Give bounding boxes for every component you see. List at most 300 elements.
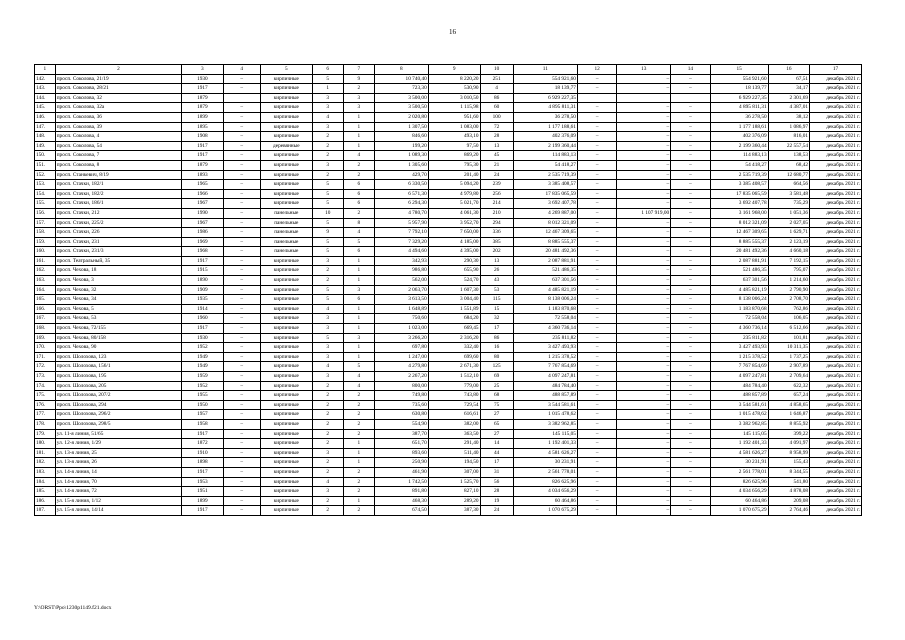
- table-cell: –: [223, 103, 260, 113]
- table-cell: 2 708,70: [768, 295, 809, 305]
- table-cell: кирпичные: [260, 487, 312, 497]
- table-cell: 4 034 656,29: [513, 487, 577, 497]
- table-cell: 869,20: [428, 151, 480, 161]
- table-cell: 145 115,05: [513, 429, 577, 439]
- table-cell: 32: [480, 314, 513, 324]
- table-cell: –: [671, 170, 710, 180]
- table-cell: кирпичные: [260, 74, 312, 84]
- table-cell: 1910: [182, 448, 223, 458]
- table-cell: декабрь 2021 г.: [810, 439, 862, 449]
- table-cell: просп. Стачки, 182/2: [55, 189, 181, 199]
- table-cell: –: [223, 506, 260, 516]
- table-cell: декабрь 2021 г.: [810, 372, 862, 382]
- table-cell: 1 070 675,29: [710, 506, 768, 516]
- table-cell: –: [671, 160, 710, 170]
- table-cell: –: [617, 324, 671, 334]
- table-cell: 2: [312, 266, 343, 276]
- table-cell: 387,30: [428, 506, 480, 516]
- table-cell: 4 895 811,31: [710, 103, 768, 113]
- table-cell: 9: [343, 74, 374, 84]
- table-cell: 8 012 321,09: [513, 218, 577, 228]
- table-cell: просп. Шолохова, 123: [55, 352, 181, 362]
- table-cell: –: [671, 132, 710, 142]
- column-number: 9: [428, 65, 480, 75]
- table-cell: –: [617, 84, 671, 94]
- table-cell: 2: [312, 429, 343, 439]
- table-cell: ул. 14-я линия, 14: [55, 467, 181, 477]
- table-cell: –: [223, 419, 260, 429]
- table-cell: [577, 93, 616, 103]
- table-cell: 2 671,30: [428, 362, 480, 372]
- table-cell: –: [577, 266, 616, 276]
- table-cell: 210: [480, 208, 513, 218]
- table-cell: 735,29: [768, 199, 809, 209]
- table-cell: 4: [343, 151, 374, 161]
- table-cell: 3 952,70: [428, 218, 480, 228]
- table-cell: –: [617, 122, 671, 132]
- table-cell: –: [671, 151, 710, 161]
- table-cell: 729,54: [428, 400, 480, 410]
- table-cell: 4 097 247,81: [710, 372, 768, 382]
- table-cell: декабрь 2021 г.: [810, 247, 862, 257]
- table-cell: 657,24: [768, 391, 809, 401]
- table-cell: 1: [343, 496, 374, 506]
- table-cell: 8: [343, 218, 374, 228]
- table-cell: 1917: [182, 256, 223, 266]
- table-cell: 54 418,27: [513, 160, 577, 170]
- table-cell: 1879: [182, 160, 223, 170]
- table-cell: 181.: [35, 448, 56, 458]
- table-cell: 4 034 656,29: [710, 487, 768, 497]
- table-cell: 3 427 493,93: [710, 343, 768, 353]
- table-cell: кирпичные: [260, 372, 312, 382]
- table-row: [35, 487, 862, 497]
- table-cell: 541,80: [768, 477, 809, 487]
- table-cell: 1 215 378,52: [710, 352, 768, 362]
- table-cell: 2: [312, 506, 343, 516]
- table-cell: кирпичные: [260, 285, 312, 295]
- table-cell: 1: [312, 84, 343, 94]
- table-cell: 3 382 962,85: [513, 419, 577, 429]
- table-cell: 4 360 736,14: [513, 324, 577, 334]
- table-cell: 2: [312, 132, 343, 142]
- table-cell: 1 607,30: [428, 285, 480, 295]
- table-cell: –: [223, 333, 260, 343]
- table-cell: –: [617, 228, 671, 238]
- table-cell: –: [223, 266, 260, 276]
- table-cell: декабрь 2021 г.: [810, 276, 862, 286]
- table-cell: –: [223, 218, 260, 228]
- table-cell: 290,30: [428, 256, 480, 266]
- table-cell: 7 792,10: [374, 228, 428, 238]
- table-cell: 484 784,40: [513, 381, 577, 391]
- table-cell: декабрь 2021 г.: [810, 381, 862, 391]
- table-cell: 16: [480, 343, 513, 353]
- table-cell: 5: [312, 333, 343, 343]
- table-cell: 72 558,04: [710, 314, 768, 324]
- table-cell: 2: [343, 429, 374, 439]
- table-cell: ул. 12-я линия, 1/29: [55, 439, 181, 449]
- table-cell: кирпичные: [260, 160, 312, 170]
- table-cell: 170.: [35, 343, 56, 353]
- table-cell: –: [617, 477, 671, 487]
- table-cell: 3 266,20: [374, 333, 428, 343]
- table-cell: 332,40: [428, 343, 480, 353]
- table-cell: 524,70: [428, 276, 480, 286]
- table-cell: 1 629,71: [768, 228, 809, 238]
- table-cell: 6: [343, 199, 374, 209]
- table-cell: 17 835 065,59: [710, 189, 768, 199]
- table-cell: 4 858,65: [768, 400, 809, 410]
- table-cell: –: [223, 410, 260, 420]
- table-cell: 402 376,09: [513, 132, 577, 142]
- table-cell: просп. Чехова, 34: [55, 295, 181, 305]
- table-row: [35, 247, 862, 257]
- table-row: [35, 285, 862, 295]
- table-cell: –: [617, 410, 671, 420]
- table-cell: ул. 15-я линия, 1/12: [55, 496, 181, 506]
- table-cell: 6 571,30: [374, 189, 428, 199]
- table-cell: 5: [312, 199, 343, 209]
- table-cell: –: [577, 496, 616, 506]
- table-cell: –: [617, 343, 671, 353]
- table-cell: 749,80: [374, 391, 428, 401]
- table-cell: 9: [312, 228, 343, 238]
- table-cell: –: [223, 458, 260, 468]
- table-cell: кирпичные: [260, 151, 312, 161]
- table-cell: 669,45: [428, 324, 480, 334]
- table-cell: 3: [312, 122, 343, 132]
- table-cell: –: [671, 276, 710, 286]
- table-cell: 891,80: [374, 487, 428, 497]
- table-cell: 493,10: [428, 132, 480, 142]
- table-cell: 144.: [35, 93, 56, 103]
- table-cell: 4 091,97: [768, 439, 809, 449]
- table-cell: –: [671, 391, 710, 401]
- table-cell: 1 192 401,33: [710, 439, 768, 449]
- table-cell: –: [577, 314, 616, 324]
- table-cell: 1: [343, 266, 374, 276]
- table-cell: 60: [480, 103, 513, 113]
- table-cell: 10: [312, 208, 343, 218]
- table-cell: 1917: [182, 84, 223, 94]
- table-cell: –: [671, 439, 710, 449]
- table-cell: просп. Соколова, 4: [55, 132, 181, 142]
- table-cell: –: [223, 487, 260, 497]
- table-row: [35, 391, 862, 401]
- table-cell: кирпичные: [260, 112, 312, 122]
- table-cell: –: [671, 410, 710, 420]
- table-cell: декабрь 2021 г.: [810, 429, 862, 439]
- table-cell: 6 929 227,35: [513, 93, 577, 103]
- table-cell: 3 581,48: [768, 189, 809, 199]
- table-cell: 1968: [182, 247, 223, 257]
- table-cell: кирпичные: [260, 304, 312, 314]
- table-cell: –: [671, 256, 710, 266]
- table-cell: –: [223, 324, 260, 334]
- table-cell: 20 481 492,36: [513, 247, 577, 257]
- table-cell: кирпичные: [260, 391, 312, 401]
- table-cell: 106,05: [768, 314, 809, 324]
- table-cell: 637 301,56: [513, 276, 577, 286]
- table-cell: 1 183 870,68: [710, 304, 768, 314]
- table-cell: 2: [343, 170, 374, 180]
- table-cell: 2 199 360,44: [513, 141, 577, 151]
- table-row: [35, 333, 862, 343]
- table-cell: 2 027,05: [768, 218, 809, 228]
- table-cell: 251: [480, 74, 513, 84]
- table-cell: –: [671, 448, 710, 458]
- table-cell: кирпичные: [260, 496, 312, 506]
- table-cell: –: [671, 141, 710, 151]
- table-cell: декабрь 2021 г.: [810, 122, 862, 132]
- table-cell: 1 107 919,00: [617, 208, 671, 218]
- table-cell: –: [617, 266, 671, 276]
- table-cell: кирпичные: [260, 295, 312, 305]
- table-cell: –: [617, 132, 671, 142]
- table-cell: 2 907,89: [768, 362, 809, 372]
- table-cell: декабрь 2021 г.: [810, 151, 862, 161]
- table-cell: 3 544 581,61: [513, 400, 577, 410]
- table-cell: –: [577, 372, 616, 382]
- table-cell: –: [577, 410, 616, 420]
- table-cell: 15: [480, 304, 513, 314]
- table-cell: 146.: [35, 112, 56, 122]
- table-cell: 336: [480, 228, 513, 238]
- table-cell: кирпичные: [260, 439, 312, 449]
- table-row: [35, 458, 862, 468]
- table-cell: просп. Соколова, 28/21: [55, 84, 181, 94]
- table-cell: –: [223, 400, 260, 410]
- table-cell: декабрь 2021 г.: [810, 228, 862, 238]
- column-number-row: [35, 65, 862, 75]
- table-cell: 3 010,50: [428, 93, 480, 103]
- table-cell: декабрь 2021 г.: [810, 132, 862, 142]
- table-cell: 67,51: [768, 74, 809, 84]
- table-cell: –: [671, 112, 710, 122]
- table-row: [35, 506, 862, 516]
- table-cell: –: [617, 247, 671, 257]
- table-cell: –: [617, 333, 671, 343]
- table-cell: 622,32: [768, 381, 809, 391]
- table-cell: просп. Соколова, 32: [55, 93, 181, 103]
- table-cell: –: [577, 448, 616, 458]
- table-cell: декабрь 2021 г.: [810, 410, 862, 420]
- table-cell: 3 385 408,57: [513, 180, 577, 190]
- table-cell: –: [577, 151, 616, 161]
- table-cell: –: [577, 458, 616, 468]
- table-cell: 8 885 555,37: [513, 237, 577, 247]
- table-cell: –: [671, 304, 710, 314]
- table-cell: 2 020,80: [374, 112, 428, 122]
- table-row: [35, 189, 862, 199]
- table-cell: –: [577, 74, 616, 84]
- table-cell: 4 279,80: [374, 362, 428, 372]
- table-cell: 12 467 309,65: [710, 228, 768, 238]
- table-cell: –: [223, 448, 260, 458]
- table-cell: 1 177 188,61: [710, 122, 768, 132]
- table-cell: 291,40: [428, 439, 480, 449]
- table-cell: просп. Шолохова, 207/2: [55, 391, 181, 401]
- table-cell: 31: [480, 467, 513, 477]
- table-cell: –: [577, 228, 616, 238]
- table-cell: 1 183 870,68: [513, 304, 577, 314]
- table-cell: 25: [480, 381, 513, 391]
- table-cell: декабрь 2021 г.: [810, 314, 862, 324]
- table-cell: 387,70: [374, 429, 428, 439]
- table-cell: 2 267,20: [374, 372, 428, 382]
- table-cell: 3: [312, 343, 343, 353]
- table-cell: –: [577, 276, 616, 286]
- table-row: [35, 103, 862, 113]
- table-cell: –: [671, 189, 710, 199]
- table-cell: просп. Чехова, 72/155: [55, 324, 181, 334]
- table-cell: 1 646,87: [768, 410, 809, 420]
- table-cell: –: [223, 276, 260, 286]
- table-cell: 53: [480, 285, 513, 295]
- table-cell: 150.: [35, 151, 56, 161]
- document-path: Y:\ORST\Ppo\1230p1149.f21.docx: [34, 605, 112, 611]
- table-cell: кирпичные: [260, 324, 312, 334]
- table-cell: декабрь 2021 г.: [810, 506, 862, 516]
- table-cell: –: [671, 362, 710, 372]
- table-cell: деревянные: [260, 141, 312, 151]
- table-cell: 1 551,89: [428, 304, 480, 314]
- table-cell: –: [577, 506, 616, 516]
- table-cell: просп. Стачки, 182/1: [55, 180, 181, 190]
- table-cell: 165.: [35, 295, 56, 305]
- table-cell: 1967: [182, 199, 223, 209]
- table-cell: 723,30: [374, 84, 428, 94]
- table-cell: –: [223, 151, 260, 161]
- table-cell: 1917: [182, 467, 223, 477]
- table-cell: 554 921,60: [513, 74, 577, 84]
- table-cell: 1949: [182, 352, 223, 362]
- table-cell: 1909: [182, 285, 223, 295]
- table-cell: –: [223, 132, 260, 142]
- table-cell: 250,90: [374, 458, 428, 468]
- table-cell: 826 625,96: [513, 477, 577, 487]
- table-cell: 5: [343, 362, 374, 372]
- table-row: [35, 477, 862, 487]
- table-cell: –: [577, 400, 616, 410]
- table-cell: –: [577, 343, 616, 353]
- table-cell: 2: [312, 496, 343, 506]
- table-cell: –: [577, 132, 616, 142]
- table-cell: –: [223, 496, 260, 506]
- table-cell: декабрь 2021 г.: [810, 285, 862, 295]
- table-cell: кирпичные: [260, 419, 312, 429]
- table-cell: 1 015 478,62: [710, 410, 768, 420]
- table-cell: 1952: [182, 381, 223, 391]
- table-cell: 3: [312, 314, 343, 324]
- table-cell: –: [671, 467, 710, 477]
- table-cell: просп. Стачки, 225/2: [55, 218, 181, 228]
- table-cell: просп. Соколова, 36: [55, 112, 181, 122]
- table-cell: декабрь 2021 г.: [810, 208, 862, 218]
- table-cell: 637 301,56: [710, 276, 768, 286]
- table-cell: декабрь 2021 г.: [810, 218, 862, 228]
- table-cell: 155.: [35, 199, 56, 209]
- table-cell: –: [577, 391, 616, 401]
- table-cell: 382,00: [428, 419, 480, 429]
- table-cell: 20 481 492,36: [710, 247, 768, 257]
- table-cell: 1 737,25: [768, 352, 809, 362]
- table-row: [35, 160, 862, 170]
- table-cell: 155,43: [768, 458, 809, 468]
- table-cell: 69: [480, 372, 513, 382]
- column-number: 1: [35, 65, 56, 75]
- table-cell: 17: [480, 324, 513, 334]
- table-cell: 114 883,13: [513, 151, 577, 161]
- table-cell: 1957: [182, 410, 223, 420]
- table-cell: 201,40: [428, 170, 480, 180]
- table-cell: –: [671, 266, 710, 276]
- table-cell: 60 464,86: [513, 496, 577, 506]
- table-cell: –: [617, 400, 671, 410]
- table-cell: 8 012 321,09: [710, 218, 768, 228]
- table-cell: –: [671, 458, 710, 468]
- table-cell: 2: [312, 400, 343, 410]
- table-cell: 1 214,60: [768, 276, 809, 286]
- table-cell: 101,81: [768, 333, 809, 343]
- table-cell: 160.: [35, 247, 56, 257]
- table-cell: –: [617, 362, 671, 372]
- table-cell: 2: [312, 391, 343, 401]
- table-cell: 289,20: [428, 496, 480, 506]
- table-cell: –: [577, 103, 616, 113]
- table-cell: 2: [312, 410, 343, 420]
- table-cell: кирпичные: [260, 467, 312, 477]
- table-cell: 4 780,70: [374, 208, 428, 218]
- table-cell: 17 835 065,59: [513, 189, 577, 199]
- table-cell: 3: [312, 160, 343, 170]
- table-cell: 2: [343, 400, 374, 410]
- table-cell: просп. Стачки, 186/1: [55, 199, 181, 209]
- table-cell: 1 742,50: [374, 477, 428, 487]
- table-cell: 4 581 626,27: [513, 448, 577, 458]
- table-cell: 429,70: [374, 170, 428, 180]
- table-cell: 3: [312, 103, 343, 113]
- table-cell: кирпичные: [260, 170, 312, 180]
- table-row: [35, 112, 862, 122]
- table-cell: 2: [312, 381, 343, 391]
- table-cell: –: [577, 170, 616, 180]
- table-cell: –: [223, 122, 260, 132]
- table-cell: –: [577, 429, 616, 439]
- table-cell: 3 692 407,78: [710, 199, 768, 209]
- table-cell: 159.: [35, 237, 56, 247]
- table-cell: 7 329,20: [374, 237, 428, 247]
- table-cell: просп. Чехова, 3: [55, 276, 181, 286]
- table-cell: декабрь 2021 г.: [810, 266, 862, 276]
- table-cell: –: [617, 391, 671, 401]
- table-cell: 1908: [182, 132, 223, 142]
- table-cell: 1879: [182, 103, 223, 113]
- table-cell: 28: [480, 487, 513, 497]
- table-cell: 65: [480, 419, 513, 429]
- table-cell: 735,60: [374, 400, 428, 410]
- table-cell: –: [223, 381, 260, 391]
- table-cell: 169.: [35, 333, 56, 343]
- table-cell: –: [223, 237, 260, 247]
- table-cell: –: [671, 419, 710, 429]
- column-number: 10: [480, 65, 513, 75]
- table-cell: 1915: [182, 266, 223, 276]
- table-cell: 4 097 247,81: [513, 372, 577, 382]
- table-cell: 1958: [182, 419, 223, 429]
- table-cell: 4: [312, 304, 343, 314]
